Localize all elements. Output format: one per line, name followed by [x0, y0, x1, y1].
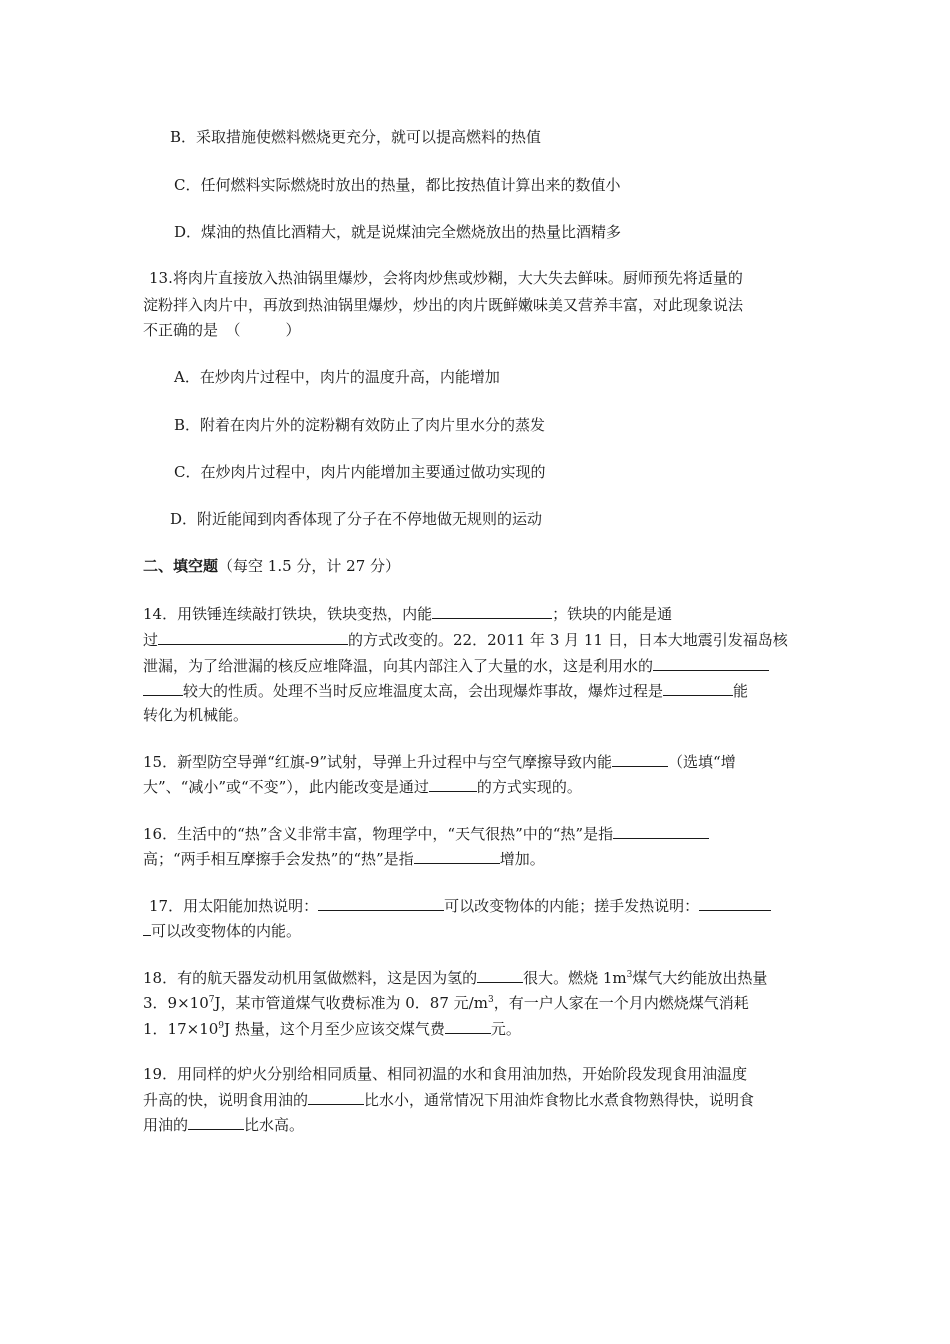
- q18-text-1c: 煤气大约能放出热量: [632, 969, 768, 987]
- q15-text-1b: （选填“增: [668, 753, 736, 771]
- q12-option-b: B．采取措施使燃料燃烧更充分，就可以提高燃料的热值: [170, 128, 542, 146]
- q17-blank-1[interactable]: [318, 895, 444, 911]
- section-title: 二、填空题: [143, 557, 219, 575]
- q18-sup-3: 3: [487, 995, 494, 1005]
- q17-blank-2[interactable]: [699, 895, 771, 911]
- q14-text-4b: 能: [733, 682, 749, 700]
- q13-option-c: C．在炒肉片过程中，肉片内能增加主要通过做功实现的: [174, 463, 546, 481]
- q16-text-2b: 增加。: [499, 850, 545, 868]
- q18-line-3: [143, 1018, 521, 1039]
- q18-sup-1: 3: [626, 970, 633, 980]
- q19-text-2a: 升高的快，说明食用油的: [143, 1091, 309, 1109]
- q15-blank-1[interactable]: [612, 751, 668, 767]
- q16-text-2a: 高；“两手相互摩擦手会发热”的“热”是指: [143, 850, 414, 868]
- q14-blank-3-cont[interactable]: [143, 680, 183, 696]
- section-heading: [143, 556, 400, 576]
- q13-stem-line-2: 淀粉拌入肉片中，再放到热油锅里爆炒，炒出的肉片既鲜嫩味美又营养丰富，对此现象说法: [143, 296, 744, 314]
- q15-text-1a: 15．新型防空导弹“红旗-9”试射，导弹上升过程中与空气摩擦导致内能: [143, 753, 613, 771]
- q18-text-1a: 18．有的航天器发动机用氢做燃料，这是因为氢的: [143, 969, 478, 987]
- q14-blank-1[interactable]: [432, 603, 552, 619]
- q19-blank-1[interactable]: [308, 1089, 364, 1105]
- q14-text-1a: 14．用铁锤连续敲打铁块，铁块变热，内能: [143, 605, 433, 623]
- q13-option-b: B．附着在肉片外的淀粉糊有效防止了肉片里水分的蒸发: [174, 416, 546, 434]
- q18-sup-2: 7: [208, 995, 215, 1005]
- q13-option-d: D．附近能闻到肉香体现了分子在不停地做无规则的运动: [170, 510, 543, 528]
- q17-line-1: [149, 895, 771, 916]
- q14-line-3: [143, 655, 769, 676]
- q19-line-3: [143, 1114, 304, 1135]
- q14-text-3a: 泄漏，为了给泄漏的核反应堆降温，向其内部注入了大量的水，这是利用水的: [143, 657, 654, 675]
- q14-text-1b: ；铁块的内能是通: [552, 605, 673, 623]
- q17-blank-2-cont[interactable]: [143, 920, 151, 936]
- q14-line-5: 转化为机械能。: [143, 706, 249, 724]
- section-note: （每空 1.5 分，计 27 分）: [218, 557, 401, 575]
- q19-line-1: 19．用同样的炉火分别给相同质量、相同初温的水和食用油加热，开始阶段发现食用油温度: [143, 1065, 748, 1083]
- q14-line-2: [143, 629, 788, 650]
- q17-line-2: [143, 920, 301, 941]
- q18-text-2a: 3．9×10: [143, 994, 209, 1012]
- q15-text-2a: 大”、“减小”或“不变”），此内能改变是通过: [143, 778, 429, 796]
- q13-stem-line-1: 13.将肉片直接放入热油锅里爆炒，会将肉炒焦或炒糊，大大失去鲜味。厨师预先将适量的: [149, 269, 743, 287]
- q19-text-3b: 比水高。: [244, 1116, 305, 1134]
- q18-text-2c: ，有一户人家在一个月内燃烧煤气消耗: [493, 994, 749, 1012]
- q18-text-1b: 很大。燃烧 1m: [523, 969, 627, 987]
- q13-option-a: A．在炒肉片过程中，肉片的温度升高，内能增加: [174, 368, 500, 386]
- q18-line-2: [143, 993, 749, 1013]
- q19-line-2: [143, 1089, 754, 1110]
- q16-blank-2[interactable]: [414, 848, 500, 864]
- q14-text-2b: 的方式改变的。22．2011 年 3 月 11 日，日本大地震引发福岛核: [348, 631, 788, 649]
- q18-text-3c: 元。: [490, 1020, 521, 1038]
- q14-text-4a: 较大的性质。处理不当时反应堆温度太高，会出现爆炸事故，爆炸过程是: [183, 682, 664, 700]
- q17-text-2: 可以改变物体的内能。: [151, 922, 302, 940]
- q16-line-2: [143, 848, 545, 869]
- q18-text-2b: J，某市管道煤气收费标准为 0．87 元/m: [214, 994, 488, 1012]
- q15-blank-2[interactable]: [429, 776, 477, 792]
- q17-text-1b: 可以改变物体的内能；搓手发热说明：: [444, 897, 700, 915]
- q16-blank-1[interactable]: [613, 823, 709, 839]
- q12-option-c: C．任何燃料实际燃烧时放出的热量，都比按热值计算出来的数值小: [174, 176, 621, 194]
- q14-blank-3[interactable]: [653, 655, 769, 671]
- q16-line-1: [143, 823, 709, 844]
- q19-blank-2[interactable]: [188, 1114, 244, 1130]
- q13-stem-line-3: 不正确的是 （ ）: [143, 321, 301, 339]
- q15-line-2: [143, 776, 582, 797]
- q15-line-1: [143, 751, 736, 772]
- q18-line-1: [143, 967, 767, 988]
- q18-sup-4: 9: [218, 1021, 225, 1031]
- q14-line-1: [143, 603, 672, 624]
- q19-text-3a: 用油的: [143, 1116, 189, 1134]
- q18-text-3a: 1．17×10: [143, 1020, 219, 1038]
- q18-blank-2[interactable]: [445, 1018, 491, 1034]
- q17-text-1a: 17．用太阳能加热说明：: [149, 897, 319, 915]
- q14-line-4: [143, 680, 748, 701]
- q18-text-3b: J 热量，这个月至少应该交煤气费: [224, 1020, 445, 1038]
- q14-blank-4[interactable]: [663, 680, 733, 696]
- q16-text-1a: 16．生活中的“热”含义非常丰富，物理学中，“天气很热”中的“热”是指: [143, 825, 614, 843]
- q15-text-2b: 的方式实现的。: [476, 778, 582, 796]
- q19-text-2b: 比水小，通常情况下用油炸食物比水煮食物熟得快，说明食: [364, 1091, 755, 1109]
- q12-option-d: D．煤油的热值比酒精大，就是说煤油完全燃烧放出的热量比酒精多: [174, 223, 622, 241]
- q18-blank-1[interactable]: [477, 967, 523, 983]
- q14-text-2a: 过: [143, 631, 159, 649]
- q14-blank-2[interactable]: [158, 629, 348, 645]
